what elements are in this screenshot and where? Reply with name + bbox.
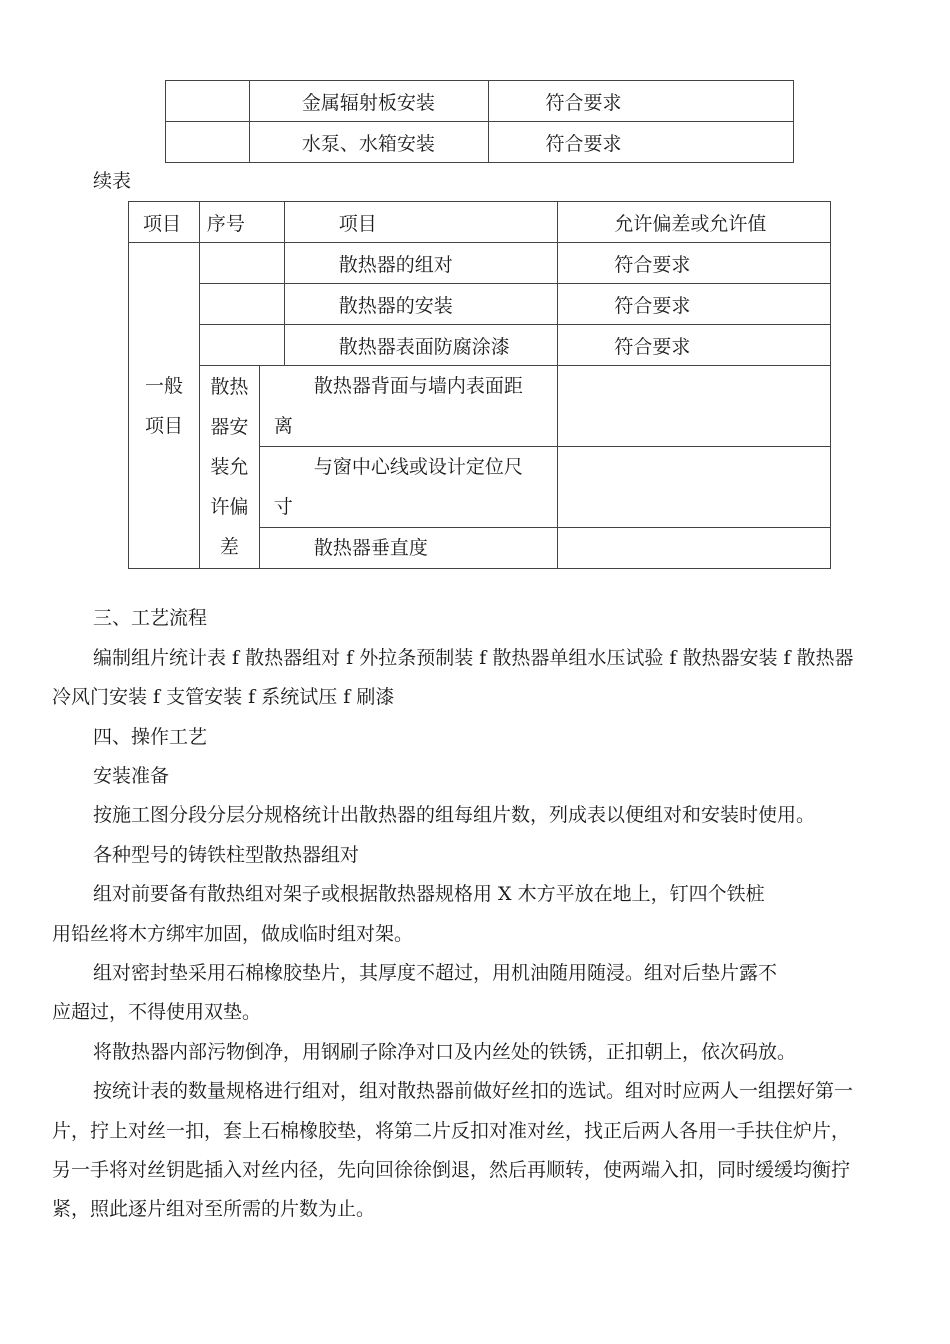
inspection-table-top bbox=[165, 80, 794, 163]
paragraph-line: 组对密封垫采用石棉橡胶垫片，其厚度不超过，用机油随用随浸。组对后垫片露不 bbox=[93, 962, 778, 984]
seq-cell bbox=[199, 325, 284, 366]
value-cell: 符合要求 bbox=[558, 284, 831, 325]
seq-cell bbox=[199, 284, 284, 325]
category-label: 项目 bbox=[144, 414, 183, 437]
section-heading: 四、操作工艺 bbox=[93, 726, 208, 748]
value-cell bbox=[558, 366, 831, 447]
value-cell: 符合要求 bbox=[558, 325, 831, 366]
header-category: 项目 bbox=[129, 202, 200, 243]
paragraph-line: 组对前要备有散热组对架子或根据散热器规格用 X 木方平放在地上，钉四个铁桩 bbox=[93, 883, 765, 905]
paragraph-line: 紧，照此逐片组对至所需的片数为止。 bbox=[52, 1198, 376, 1220]
paragraph-line: 用铅丝将木方绑牢加固，做成临时组对架。 bbox=[52, 923, 414, 945]
table-cell: 金属辐射板安装 bbox=[249, 81, 489, 122]
table-cell: 符合要求 bbox=[489, 81, 794, 122]
table-cell: 符合要求 bbox=[489, 122, 794, 163]
category-label: 一般 bbox=[144, 374, 183, 397]
item-cell: 散热器表面防腐涂漆 bbox=[284, 325, 558, 366]
paragraph-line: 片，拧上对丝一扣，套上石棉橡胶垫，将第二片反扣对准对丝，找正后两人各用一手扶住炉片， bbox=[52, 1120, 851, 1142]
subheading: 各种型号的铸铁柱型散热器组对 bbox=[93, 844, 360, 866]
value-cell bbox=[558, 447, 831, 528]
table-row bbox=[129, 325, 831, 366]
item-cell: 散热器的组对 bbox=[284, 243, 558, 284]
paragraph-line: 将散热器内部污物倒净，用钢刷子除净对口及内丝处的铁锈，正扣朝上，依次码放。 bbox=[93, 1041, 797, 1063]
item-cell: 散热器背面与墙内表面距离 bbox=[259, 366, 558, 447]
group-label: 器安 bbox=[210, 416, 249, 438]
table-cell bbox=[166, 122, 250, 163]
group-label: 散热 bbox=[210, 376, 249, 398]
group-label-cell bbox=[199, 366, 259, 569]
table-cell: 水泵、水箱安装 bbox=[249, 122, 489, 163]
paragraph-line: 冷风门安装 f 支管安装 f 系统试压 f 刷漆 bbox=[52, 686, 395, 708]
table-cell bbox=[166, 81, 250, 122]
table-row bbox=[166, 122, 794, 163]
value-cell: 符合要求 bbox=[558, 243, 831, 284]
group-label: 差 bbox=[219, 536, 239, 558]
item-cell: 散热器的安装 bbox=[284, 284, 558, 325]
header-tolerance: 允许偏差或允许值 bbox=[558, 202, 831, 243]
group-label: 装允 bbox=[210, 456, 249, 478]
item-cell: 与窗中心线或设计定位尺寸 bbox=[259, 447, 558, 528]
subheading: 安装准备 bbox=[93, 765, 170, 787]
paragraph-line: 按统计表的数量规格进行组对，组对散热器前做好丝扣的选试。组对时应两人一组摆好第一 bbox=[93, 1080, 854, 1102]
header-seq: 序号 bbox=[199, 202, 284, 243]
header-item: 项目 bbox=[284, 202, 558, 243]
group-label: 许偏 bbox=[210, 496, 249, 518]
paragraph-line: 应超过，不得使用双垫。 bbox=[52, 1001, 262, 1023]
paragraph-line: 按施工图分段分层分规格统计出散热器的组每组片数，列成表以便组对和安装时使用。 bbox=[93, 804, 816, 826]
table-row bbox=[129, 366, 831, 447]
continued-label: 续表 bbox=[93, 170, 132, 192]
seq-cell bbox=[199, 243, 284, 284]
paragraph-line: 另一手将对丝钥匙插入对丝内径，先向回徐徐倒退，然后再顺转，使两端入扣，同时缓缓均衡拧 bbox=[52, 1159, 851, 1181]
table-row bbox=[166, 81, 794, 122]
table-row bbox=[129, 284, 831, 325]
section-heading: 三、工艺流程 bbox=[93, 607, 208, 629]
paragraph-line: 编制组片统计表 f 散热器组对 f 外拉条预制装 f 散热器单组水压试验 f 散热器安装 f 散热器 bbox=[93, 647, 854, 669]
item-cell: 散热器垂直度 bbox=[259, 528, 558, 569]
table-header-row bbox=[129, 202, 831, 243]
value-cell bbox=[558, 528, 831, 569]
table-row bbox=[129, 243, 831, 284]
category-cell bbox=[129, 243, 200, 569]
inspection-table-continued bbox=[128, 201, 831, 569]
